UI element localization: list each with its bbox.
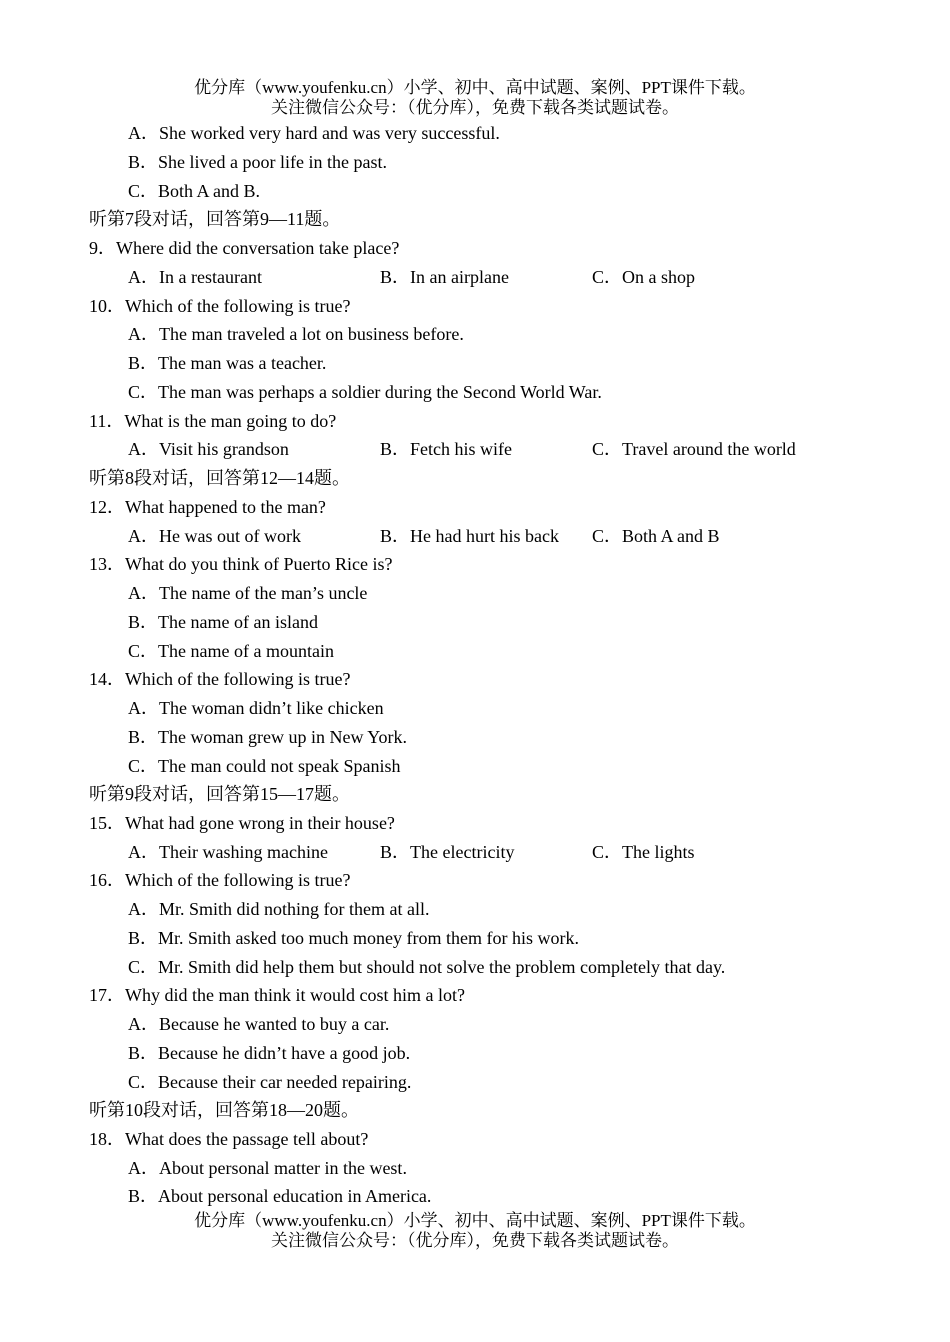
q14-option-a: A．The woman didn’t like chicken xyxy=(128,698,384,718)
q12-option-a: A．He was out of work xyxy=(128,526,301,546)
q9-option-b: B．In an airplane xyxy=(380,267,509,287)
q13-option-a: A．The name of the man’s uncle xyxy=(128,583,368,603)
q14-stem: 14．Which of the following is true? xyxy=(89,669,351,689)
q11-stem: 11．What is the man going to do? xyxy=(89,411,337,431)
q16-option-c: C．Mr. Smith did help them but should not solve the problem completely that day. xyxy=(128,957,726,977)
section-9-heading: 听第9段对话，回答第15—17题。 xyxy=(89,784,350,804)
q13-option-b: B．The name of an island xyxy=(128,612,318,632)
q12-option-b: B．He had hurt his back xyxy=(380,526,559,546)
section-8-heading: 听第8段对话，回答第12—14题。 xyxy=(89,468,350,488)
header-line-1: 优分库（www.youfenku.cn）小学、初中、高中试题、案例、PPT课件下载。 xyxy=(194,78,756,97)
q16-option-b: B．Mr. Smith asked too much money from them for his work. xyxy=(128,928,579,948)
q15-option-a: A．Their washing machine xyxy=(128,842,328,862)
q17-option-c: C．Because their car needed repairing. xyxy=(128,1072,412,1092)
q8-option-c: C．Both A and B. xyxy=(128,181,261,201)
q14-option-c: C．The man could not speak Spanish xyxy=(128,756,401,776)
q13-option-c: C．The name of a mountain xyxy=(128,641,334,661)
q18-stem: 18．What does the passage tell about? xyxy=(89,1129,369,1149)
q15-stem: 15．What had gone wrong in their house? xyxy=(89,813,395,833)
q17-option-a: A．Because he wanted to buy a car. xyxy=(128,1014,390,1034)
q17-stem: 17．Why did the man think it would cost him a lot? xyxy=(89,985,465,1005)
q11-option-a: A．Visit his grandson xyxy=(128,439,289,459)
header-line-2: 关注微信公众号：（优分库），免费下载各类试题试卷。 xyxy=(271,98,679,117)
footer-line-2: 关注微信公众号：（优分库），免费下载各类试题试卷。 xyxy=(271,1231,679,1250)
q12-stem: 12．What happened to the man? xyxy=(89,497,326,517)
q18-option-a: A．About personal matter in the west. xyxy=(128,1158,407,1178)
q14-option-b: B．The woman grew up in New York. xyxy=(128,727,407,747)
q16-stem: 16．Which of the following is true? xyxy=(89,870,351,890)
footer-line-1: 优分库（www.youfenku.cn）小学、初中、高中试题、案例、PPT课件下载。 xyxy=(194,1211,756,1230)
q16-option-a: A．Mr. Smith did nothing for them at all. xyxy=(128,899,430,919)
q9-option-a: A．In a restaurant xyxy=(128,267,262,287)
q9-stem: 9．Where did the conversation take place? xyxy=(89,238,400,258)
q13-stem: 13．What do you think of Puerto Rice is? xyxy=(89,554,393,574)
q15-option-c: C．The lights xyxy=(592,842,695,862)
q10-option-c: C．The man was perhaps a soldier during the Second World War. xyxy=(128,382,602,402)
q10-option-b: B．The man was a teacher. xyxy=(128,353,327,373)
q10-stem: 10．Which of the following is true? xyxy=(89,296,351,316)
q17-option-b: B．Because he didn’t have a good job. xyxy=(128,1043,411,1063)
q15-option-b: B．The electricity xyxy=(380,842,515,862)
q9-option-c: C．On a shop xyxy=(592,267,695,287)
q8-option-b: B．She lived a poor life in the past. xyxy=(128,152,387,172)
q8-option-a: A．She worked very hard and was very successful. xyxy=(128,123,500,143)
q10-option-a: A．The man traveled a lot on business before. xyxy=(128,324,464,344)
q12-option-c: C．Both A and B xyxy=(592,526,720,546)
section-7-heading: 听第7段对话，回答第9—11题。 xyxy=(89,209,341,229)
q11-option-b: B．Fetch his wife xyxy=(380,439,512,459)
section-10-heading: 听第10段对话，回答第18—20题。 xyxy=(89,1100,359,1120)
q18-option-b: B．About personal education in America. xyxy=(128,1186,432,1206)
q11-option-c: C．Travel around the world xyxy=(592,439,796,459)
